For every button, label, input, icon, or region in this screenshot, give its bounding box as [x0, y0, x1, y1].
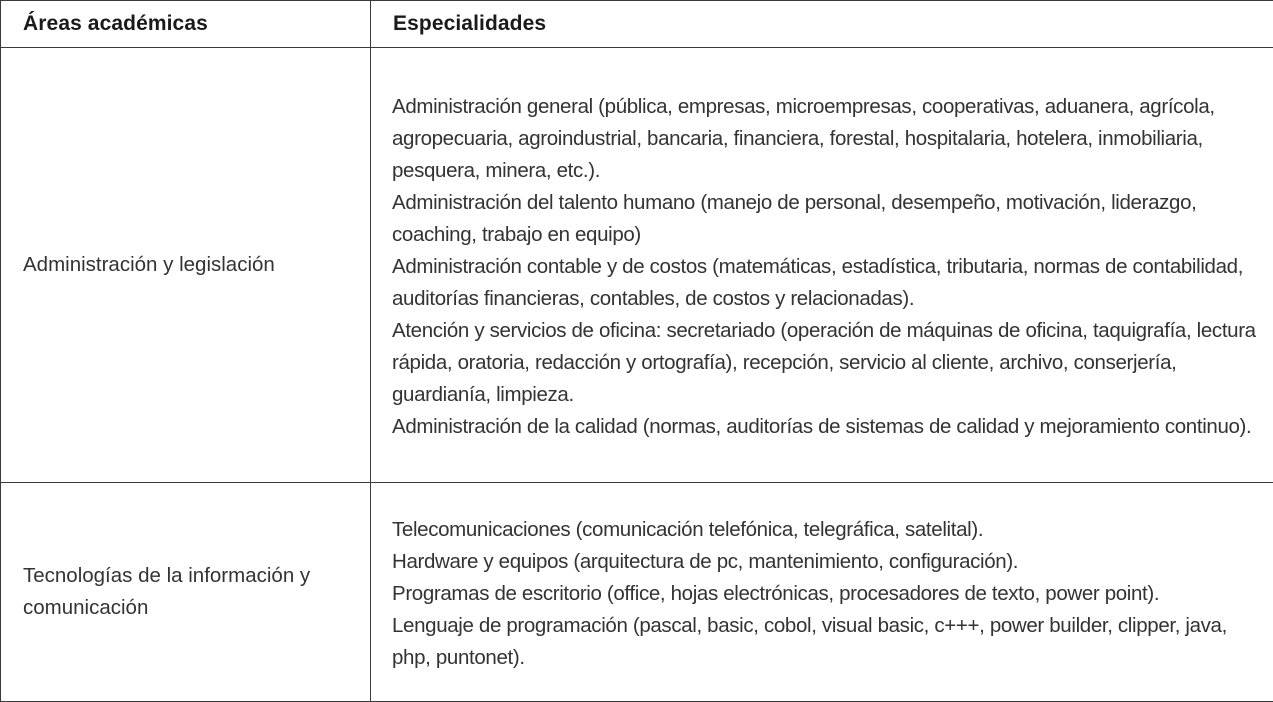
column-header-specialties: Especialidades: [371, 1, 1273, 48]
specialties-cell: [371, 48, 1273, 483]
specialty-item: Administración general (pública, empresas, microempresas, cooperativas, aduanera, agrícola, agropecuaria, agroindustrial, bancaria, financiera, forestal, hospitalaria, hotelera, inmobiliaria, pesquera, minera, etc.).: [392, 91, 1261, 187]
table-body: [1, 48, 1273, 702]
specialties-cell: [371, 483, 1273, 702]
specialty-item: Hardware y equipos (arquitectura de pc, mantenimiento, configuración).: [392, 546, 1261, 578]
specialty-item: Atención y servicios de oficina: secretariado (operación de máquinas de oficina, taquigrafía, lectura rápida, oratoria, redacción y ortografía), recepción, servicio al cliente, archivo, conserjería, guardianía, limpieza.: [392, 315, 1261, 411]
area-cell: Administración y legislación: [1, 48, 371, 483]
table-row: [1, 483, 1273, 702]
specialty-item: Telecomunicaciones (comunicación telefónica, telegráfica, satelital).: [392, 514, 1261, 546]
column-header-areas: Áreas académicas: [1, 1, 371, 48]
specialty-item: Lenguaje de programación (pascal, basic, cobol, visual basic, c+++, power builder, clipper, java, php, puntonet).: [392, 610, 1261, 674]
specialty-item: Administración del talento humano (manejo de personal, desempeño, motivación, liderazgo, coaching, trabajo en equipo): [392, 187, 1261, 251]
table-row: [1, 48, 1273, 483]
specialty-item: Administración de la calidad (normas, auditorías de sistemas de calidad y mejoramiento continuo).: [392, 411, 1261, 443]
header-row: [1, 1, 1273, 48]
specialty-item: Administración contable y de costos (matemáticas, estadística, tributaria, normas de contabilidad, auditorías financieras, contables, de costos y relacionadas).: [392, 251, 1261, 315]
specialty-item: Programas de escritorio (office, hojas electrónicas, procesadores de texto, power point).: [392, 578, 1261, 610]
table-header: [1, 1, 1273, 48]
area-cell: Tecnologías de la información y comunicación: [1, 483, 371, 702]
